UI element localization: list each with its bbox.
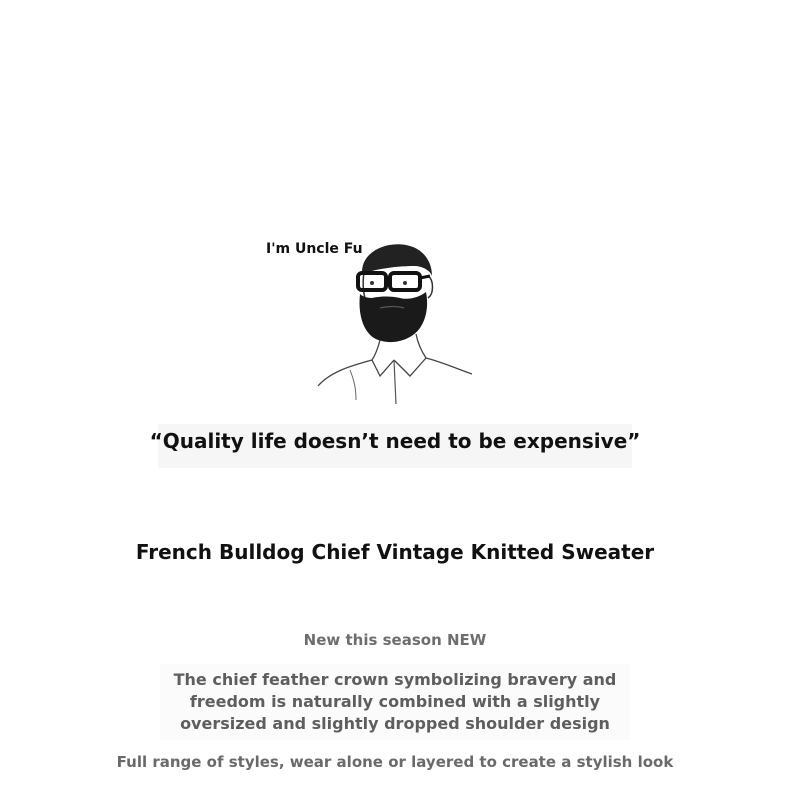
uncle-fu-caption: I'm Uncle Fu (266, 241, 363, 257)
description-line: The chief feather crown symbolizing bravery and (173, 670, 617, 689)
product-description (0, 669, 790, 735)
style-range-text: Full range of styles, wear alone or layered to create a stylish look (116, 753, 674, 771)
quote-text: “Quality life doesn’t need to be expensive” (149, 429, 641, 453)
bearded-man-portrait (310, 236, 480, 408)
description-line: freedom is naturally combined with a slightly (189, 692, 601, 711)
season-label: New this season NEW (303, 631, 487, 649)
product-title: French Bulldog Chief Vintage Knitted Sweater (135, 540, 655, 564)
description-line: oversized and slightly dropped shoulder design (180, 714, 610, 733)
